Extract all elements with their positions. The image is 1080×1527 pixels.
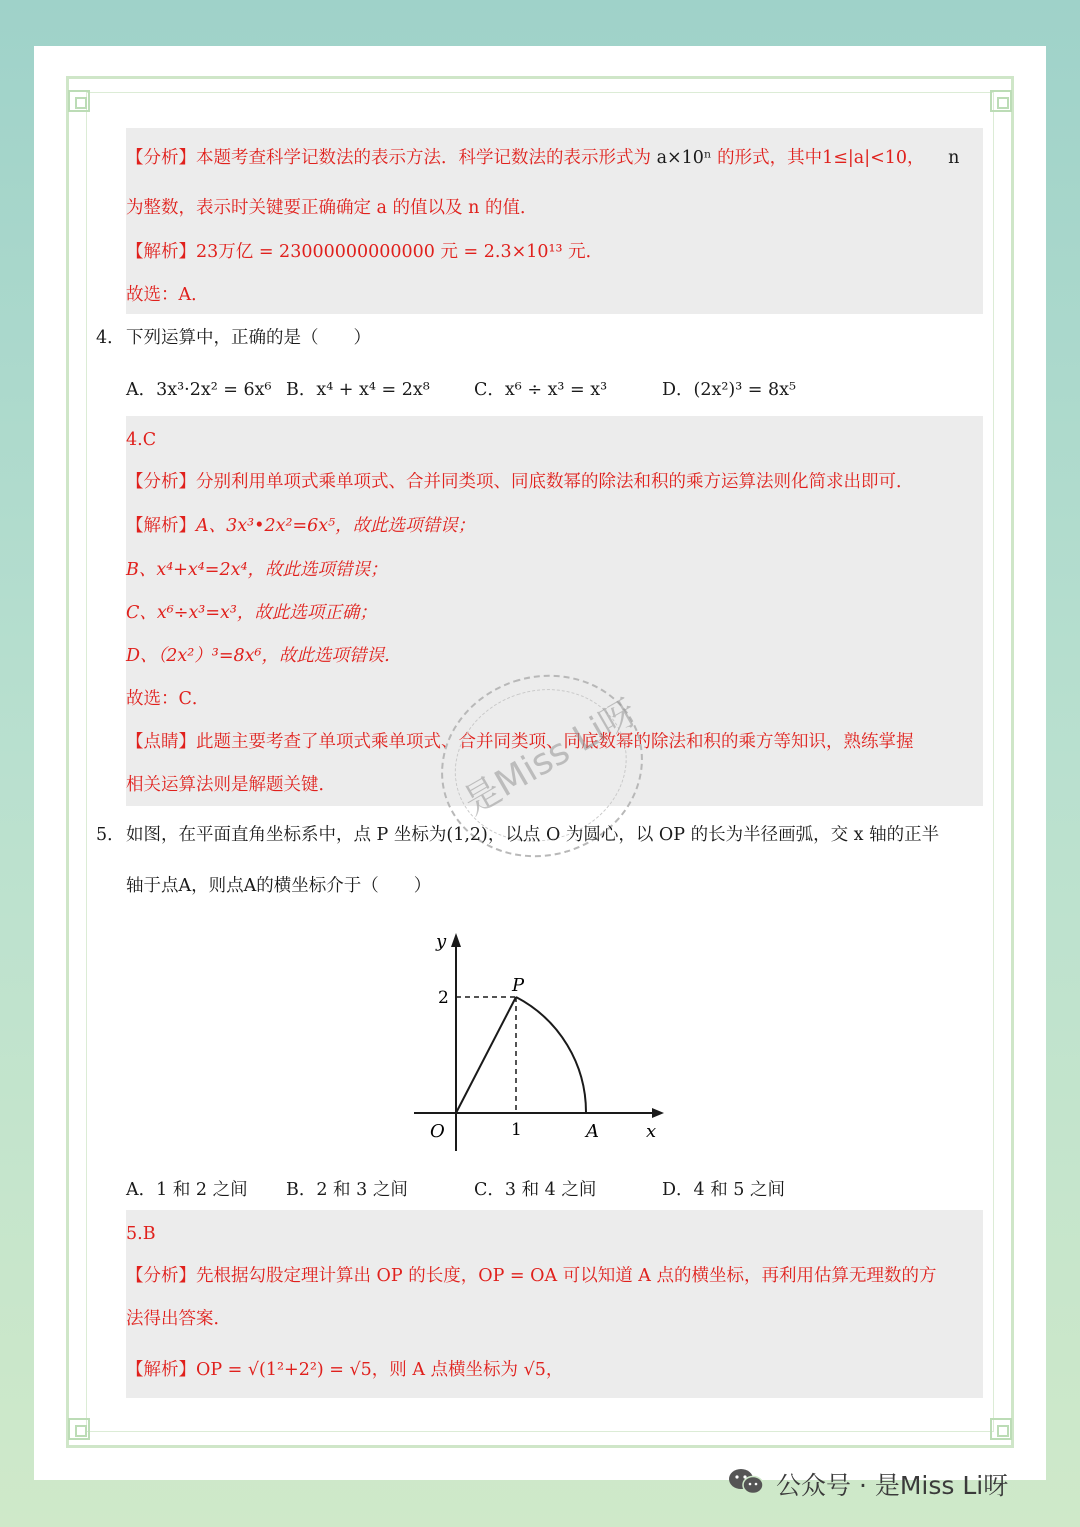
stamp-seal: 是Miss Li呀: [417, 649, 667, 883]
q4-analysis: 【分析】分别利用单项式乘单项式、合并同类项、同底数幂的除法和积的乘方运算法则化简求出即可．: [126, 472, 914, 492]
q4-solution-c: C、x⁶÷x³=x³，故此选项正确；: [126, 603, 377, 623]
q4-answer-label: 4.C: [126, 430, 157, 450]
q4-stem: 下列运算中，正确的是（ ）: [126, 328, 371, 348]
q5-option-b: B．2 和 3 之间: [286, 1180, 408, 1200]
wechat-icon: [728, 1468, 764, 1496]
q4-answer: 故选：C．: [126, 689, 210, 709]
q3-analysis-line2: 为整数，表示时关键要正确确定 a 的值以及 n 的值．: [126, 198, 538, 218]
q4-comment-line1: 【点睛】此题主要考查了单项式乘单项式、合并同类项、同底数幂的除法和积的乘方等知识，熟练掌握: [126, 732, 914, 752]
q5-analysis-line1: 【分析】先根据勾股定理计算出 OP 的长度，OP = OA 可以知道 A 点的横坐标，再利用估算无理数的方: [126, 1266, 937, 1286]
segment-op: [456, 997, 516, 1113]
q5-analysis-line2: 法得出答案．: [126, 1309, 231, 1329]
q5-stem-line2: 轴于点A，则点A的横坐标介于（ ）: [126, 876, 432, 896]
tick-x-1: 1: [511, 1120, 522, 1140]
q4-comment-line2: 相关运算法则是解题关键．: [126, 775, 336, 795]
q4-solution-d: D、（2x²）³=8x⁶，故此选项错误．: [126, 646, 402, 666]
q4-solution-a: 【解析】A、3x³•2x²=6x⁵，故此选项错误；: [126, 516, 476, 536]
q5-stem-line1: 如图，在平面直角坐标系中，点 P 坐标为(1,2)，以点 O 为圆心，以 OP 的长为半径画弧，交 x 轴的正半: [126, 825, 940, 845]
corner-ornament-top-left: [68, 90, 90, 112]
footer-watermark: 公众号 · 是Miss Li呀: [776, 1471, 1009, 1500]
x-axis-label: x: [646, 1121, 657, 1142]
x-axis-arrow: [652, 1108, 664, 1118]
q4-option-d: D．(2x²)³ = 8x⁵: [662, 380, 797, 400]
q4-solution-b: B、x⁴+x⁴=2x⁴，故此选项错误；: [126, 560, 388, 580]
arc-pa: [516, 997, 586, 1113]
point-p-label: P: [512, 975, 525, 996]
tick-y-2: 2: [438, 988, 449, 1008]
y-axis-arrow: [451, 933, 461, 947]
q5-option-c: C．3 和 4 之间: [474, 1180, 597, 1200]
point-a-label: A: [586, 1121, 599, 1142]
q5-option-d: D．4 和 5 之间: [662, 1180, 785, 1200]
q5-answer-label: 5.B: [126, 1224, 156, 1244]
q3-analysis-line1: 【分析】本题考查科学记数法的表示方法．科学记数法的表示形式为 a×10ⁿ 的形式，其中1≤|a|<10， n: [126, 148, 960, 168]
q5-number: 5．: [96, 825, 125, 845]
q4-option-a: A．3x³·2x² = 6x⁶: [126, 380, 272, 400]
y-axis-label: y: [436, 931, 447, 952]
q3-answer: 故选：A．: [126, 285, 209, 305]
corner-ornament-top-right: [990, 90, 1012, 112]
corner-ornament-bottom-left: [68, 1418, 90, 1440]
q5-option-a: A．1 和 2 之间: [126, 1180, 248, 1200]
q3-solution-line: 【解析】23万亿 = 23000000000000 元 = 2.3×10¹³ 元．: [126, 242, 604, 262]
q4-option-c: C．x⁶ ÷ x³ = x³: [474, 380, 608, 400]
corner-ornament-bottom-right: [990, 1418, 1012, 1440]
origin-label: O: [430, 1121, 445, 1142]
q5-solution: 【解析】OP = √(1²+2²) = √5，则 A 点横坐标为 √5，: [126, 1360, 564, 1380]
q5-coordinate-figure: [400, 925, 680, 1155]
q4-number: 4．: [96, 328, 125, 348]
q4-option-b: B．x⁴ + x⁴ = 2x⁸: [286, 380, 430, 400]
